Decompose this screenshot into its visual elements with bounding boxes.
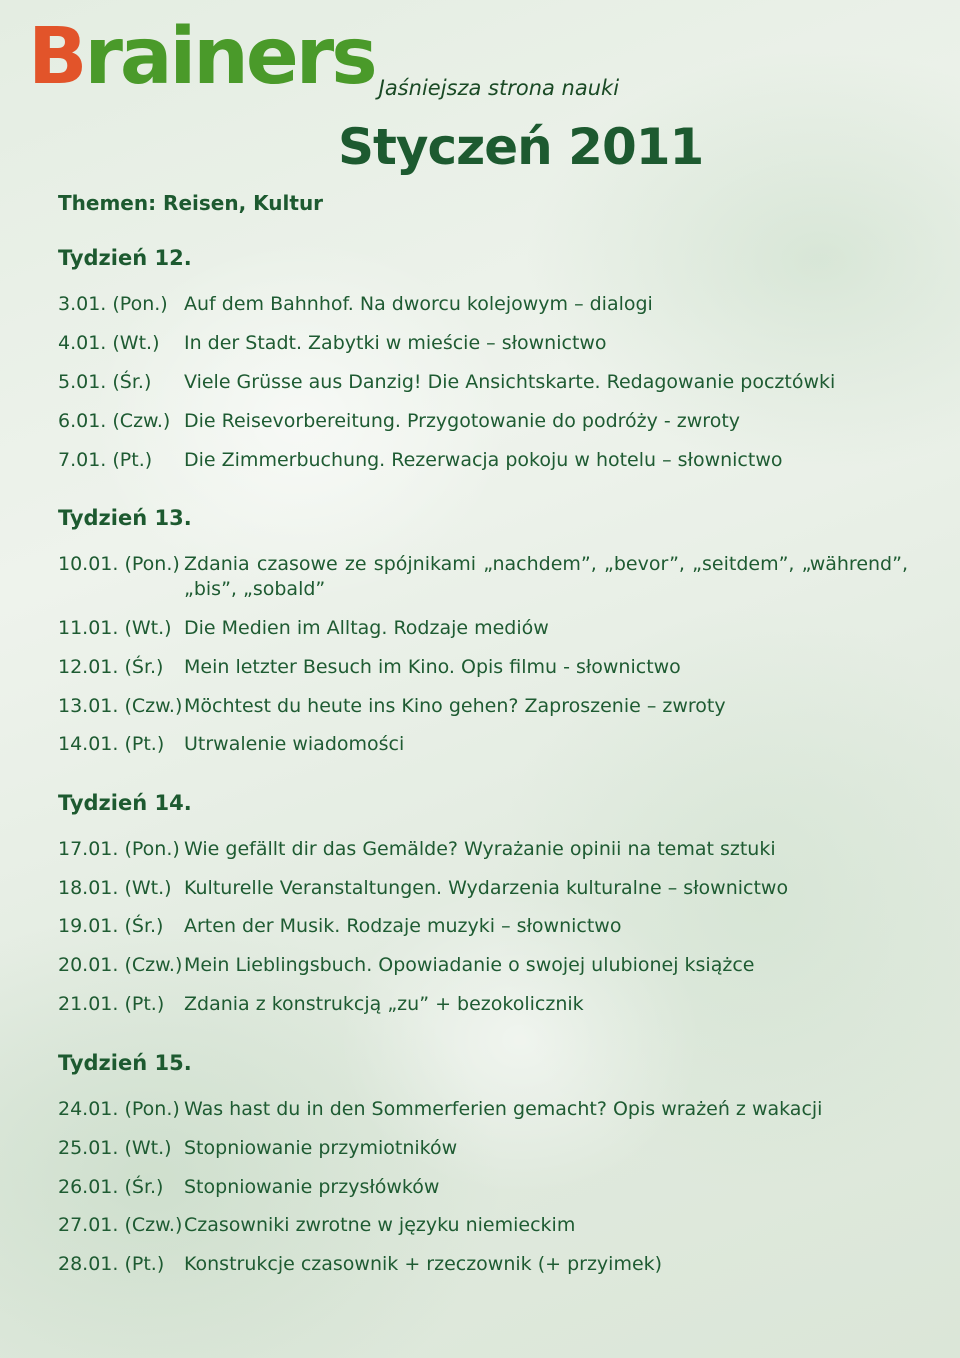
entry-date: 10.01. (Pon.) bbox=[58, 553, 180, 575]
entry-topic: Utrwalenie wiadomości bbox=[184, 733, 405, 755]
entry-topic: Mein letzter Besuch im Kino. Opis filmu - słownictwo bbox=[184, 656, 681, 678]
entry-date: 24.01. (Pon.) bbox=[58, 1098, 180, 1120]
week-title: Tydzień 13. bbox=[58, 506, 192, 530]
logo-wordmark: Brainers bbox=[28, 12, 375, 102]
entry-topic: Viele Grüsse aus Danzig! Die Ansichtskarte. Redagowanie pocztówki bbox=[184, 371, 836, 393]
entry-topic: Kulturelle Veranstaltungen. Wydarzenia kulturalne – słownictwo bbox=[184, 877, 789, 899]
page-title: Styczeń 2011 bbox=[338, 118, 704, 176]
entry-topic: Arten der Musik. Rodzaje muzyki – słownictwo bbox=[184, 915, 622, 937]
entry-topic: Czasowniki zwrotne w języku niemieckim bbox=[184, 1214, 576, 1236]
entry-date: 14.01. (Pt.) bbox=[58, 733, 165, 755]
entry-date: 26.01. (Śr.) bbox=[58, 1176, 164, 1198]
entry-date: 28.01. (Pt.) bbox=[58, 1253, 165, 1275]
entry-topic: Stopniowanie przymiotników bbox=[184, 1137, 458, 1159]
entry-date: 17.01. (Pon.) bbox=[58, 838, 180, 860]
entry-topic: Die Zimmerbuchung. Rezerwacja pokoju w hotelu – słownictwo bbox=[184, 449, 783, 471]
week-title: Tydzień 14. bbox=[58, 791, 192, 815]
entry-topic: Auf dem Bahnhof. Na dworcu kolejowym – dialogi bbox=[184, 293, 653, 315]
entry-date: 19.01. (Śr.) bbox=[58, 915, 164, 937]
entry-date: 6.01. (Czw.) bbox=[58, 410, 171, 432]
entry-date: 27.01. (Czw.) bbox=[58, 1214, 183, 1236]
entry-date: 12.01. (Śr.) bbox=[58, 656, 164, 678]
entry-date: 13.01. (Czw.) bbox=[58, 695, 183, 717]
entry-date: 21.01. (Pt.) bbox=[58, 993, 165, 1015]
entry-topic: Zdania z konstrukcją „zu” + bezokolicznik bbox=[184, 993, 584, 1015]
entry-date: 5.01. (Śr.) bbox=[58, 371, 152, 393]
entry-date: 7.01. (Pt.) bbox=[58, 449, 153, 471]
entry-topic: Die Reisevorbereitung. Przygotowanie do podróży - zwroty bbox=[184, 410, 741, 432]
entry-date: 4.01. (Wt.) bbox=[58, 332, 160, 354]
entry-date: 20.01. (Czw.) bbox=[58, 954, 183, 976]
entry-date: 18.01. (Wt.) bbox=[58, 877, 172, 899]
entry-topic: Stopniowanie przysłówków bbox=[184, 1176, 440, 1198]
entry-topic: Zdania czasowe ze spójnikami „nachdem”, „bevor”, „seitdem”, „während”, „bis”, „sobald” bbox=[184, 553, 908, 600]
entry-topic: Wie gefällt dir das Gemälde? Wyrażanie opinii na temat sztuki bbox=[184, 838, 776, 860]
entry-topic: Mein Lieblingsbuch. Opowiadanie o swojej ulubionej książce bbox=[184, 954, 755, 976]
entry-topic: In der Stadt. Zabytki w mieście – słownictwo bbox=[184, 332, 607, 354]
entry-topic: Was hast du in den Sommerferien gemacht? Opis wrażeń z wakacji bbox=[184, 1098, 823, 1120]
week-title: Tydzień 15. bbox=[58, 1051, 192, 1075]
entry-date: 3.01. (Pon.) bbox=[58, 293, 168, 315]
week-title: Tydzień 12. bbox=[58, 246, 192, 270]
brainers-logo bbox=[28, 12, 620, 102]
entry-topic: Die Medien im Alltag. Rodzaje mediów bbox=[184, 617, 549, 639]
entry-date: 25.01. (Wt.) bbox=[58, 1137, 172, 1159]
logo-tagline: Jaśniejsza strona nauki bbox=[378, 76, 620, 100]
themes-heading: Themen: Reisen, Kultur bbox=[58, 191, 324, 215]
entry-date: 11.01. (Wt.) bbox=[58, 617, 172, 639]
entry-topic: Konstrukcje czasownik + rzeczownik (+ przyimek) bbox=[184, 1253, 663, 1275]
entry-topic: Möchtest du heute ins Kino gehen? Zaproszenie – zwroty bbox=[184, 695, 726, 717]
